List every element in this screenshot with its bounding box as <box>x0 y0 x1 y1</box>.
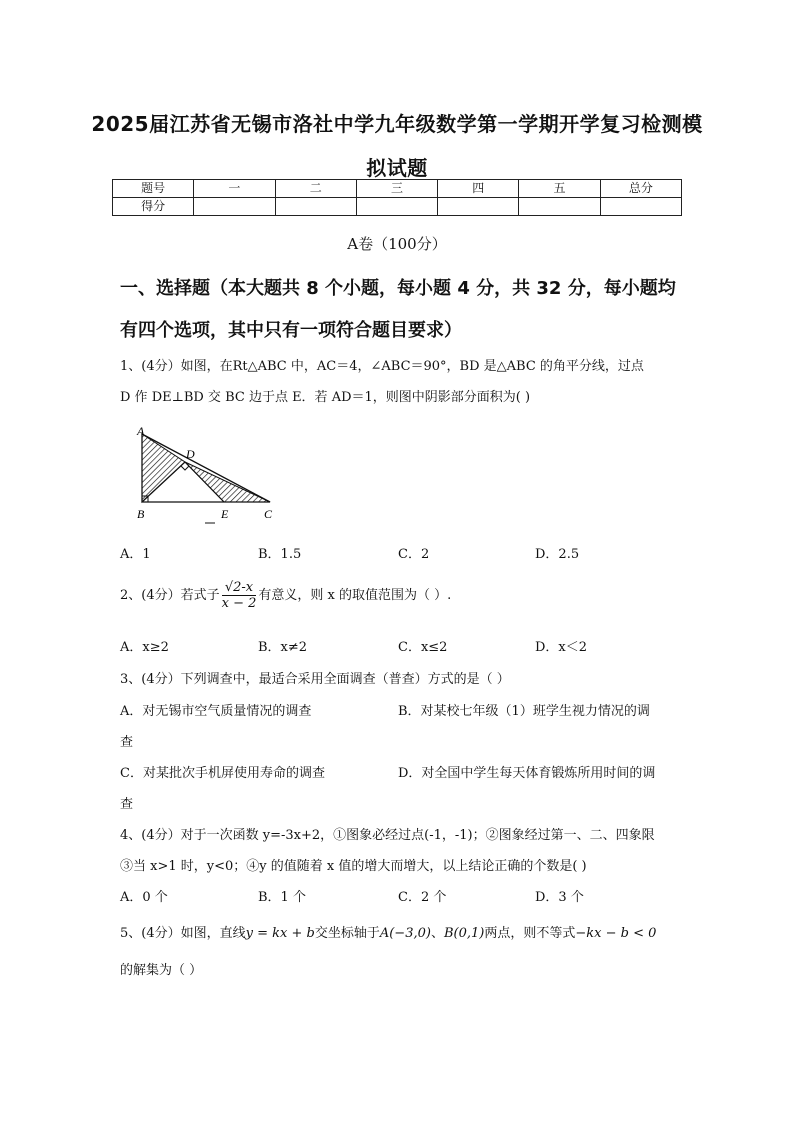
section-a-heading: A卷（100分） <box>347 235 447 253</box>
q5-part2: 交坐标轴于 <box>314 926 380 941</box>
q1-label-e: E <box>221 507 229 521</box>
q5-text-line2: 的解集为（ ） <box>120 963 203 978</box>
score-row-label: 得分 <box>113 198 194 216</box>
score-table-score-row <box>113 198 682 216</box>
q2-prefix: 2、(4分）若式子 <box>120 588 220 603</box>
q5-part4: 两点，则不等式 <box>484 926 576 941</box>
q3-text: 3、(4分）下列调查中，最适合采用全面调查（普查）方式的是（ ） <box>120 672 510 687</box>
q1-text-line2: D 作 DE⊥BD 交 BC 边于点 E．若 AD＝1，则图中阴影部分面积为( ) <box>120 390 531 405</box>
q2-fraction <box>222 580 257 611</box>
score-header-cell: 四 <box>438 180 519 198</box>
q4-text-line2: ③当 x>1 时，y<0；④y 的值随着 x 值的增大而增大，以上结论正确的个数是( ) <box>120 859 587 874</box>
document-title-line2: 拟试题 <box>366 156 428 180</box>
q3-option-b-wrap: 查 <box>120 735 134 750</box>
score-header-cell: 一 <box>194 180 275 198</box>
q5-part1: 5、(4分）如图，直线 <box>120 926 246 941</box>
score-cell <box>600 198 681 216</box>
score-cell <box>356 198 437 216</box>
score-table-header-row <box>113 180 682 198</box>
q1-right-angle-d <box>181 466 189 470</box>
q2-text <box>120 580 451 611</box>
score-cell <box>275 198 356 216</box>
q3-option-b[interactable]: B．对某校七年级（1）班学生视力情况的调 <box>398 704 650 719</box>
q5-math-inequality: −kx − b < 0 <box>575 926 657 941</box>
score-header-cell: 二 <box>275 180 356 198</box>
score-table <box>112 179 682 216</box>
score-header-cell: 五 <box>519 180 600 198</box>
q3-option-c[interactable]: C．对某批次手机屏使用寿命的调查 <box>120 766 325 781</box>
q4-option-a[interactable]: A．0 个 <box>120 890 168 905</box>
q5-math-line-equation: y = kx + b <box>245 926 315 941</box>
q1-label-d: D <box>186 447 195 461</box>
q4-option-d[interactable]: D．3 个 <box>535 890 584 905</box>
q5-math-point-b: B(0,1) <box>443 926 485 941</box>
score-cell <box>438 198 519 216</box>
q4-text-line1: 4、(4分）对于一次函数 y=-3x+2，①图象必经过点(-1，-1)；②图象经过第一、二、四象限 <box>120 828 655 843</box>
q2-option-a[interactable]: A．x≥2 <box>120 640 169 655</box>
q4-option-b[interactable]: B．1 个 <box>258 890 306 905</box>
q2-numerator: √2-x <box>222 580 257 596</box>
q1-label-a: A <box>137 424 145 438</box>
q5-text-line1 <box>120 922 656 941</box>
q3-option-a[interactable]: A．对无锡市空气质量情况的调查 <box>120 704 312 719</box>
q2-suffix: 有意义，则 x 的取值范围为（ ）. <box>258 588 452 603</box>
q1-option-b[interactable]: B．1.5 <box>258 547 302 562</box>
score-cell <box>194 198 275 216</box>
q3-option-d[interactable]: D．对全国中学生每天体育锻炼所用时间的调 <box>398 766 656 781</box>
q5-math-point-a: A(−3,0) <box>379 926 431 941</box>
part1-heading-line2: 有四个选项，其中只有一项符合题目要求） <box>120 320 462 341</box>
q1-label-b: B <box>137 507 145 521</box>
q1-text-line1: 1、(4分）如图，在Rt△ABC 中，AC＝4，∠ABC＝90°，BD 是△ABC 的角平分线，过点 <box>120 359 644 374</box>
part1-heading-line1: 一、选择题（本大题共 8 个小题，每小题 4 分，共 32 分，每小题均 <box>120 278 676 299</box>
q1-option-c[interactable]: C．2 <box>398 547 430 562</box>
q1-shaded-region-dec <box>185 462 270 502</box>
q5-part3: 、 <box>430 926 444 941</box>
q2-option-c[interactable]: C．x≤2 <box>398 640 448 655</box>
q1-option-d[interactable]: D．2.5 <box>535 547 580 562</box>
score-header-cell: 题号 <box>113 180 194 198</box>
q1-option-a[interactable]: A．1 <box>120 547 151 562</box>
q1-label-c: C <box>264 507 273 521</box>
document-title-line1: 2025届江苏省无锡市洛社中学九年级数学第一学期开学复习检测模 <box>91 112 703 136</box>
q3-option-d-wrap: 查 <box>120 797 134 812</box>
score-header-cell: 三 <box>356 180 437 198</box>
q2-option-d[interactable]: D．x＜2 <box>535 640 588 655</box>
q1-triangle-figure <box>125 420 295 530</box>
q2-option-b[interactable]: B．x≠2 <box>258 640 308 655</box>
score-cell <box>519 198 600 216</box>
q4-option-c[interactable]: C．2 个 <box>398 890 447 905</box>
score-header-cell: 总分 <box>600 180 681 198</box>
q2-denominator: x − 2 <box>221 596 257 611</box>
